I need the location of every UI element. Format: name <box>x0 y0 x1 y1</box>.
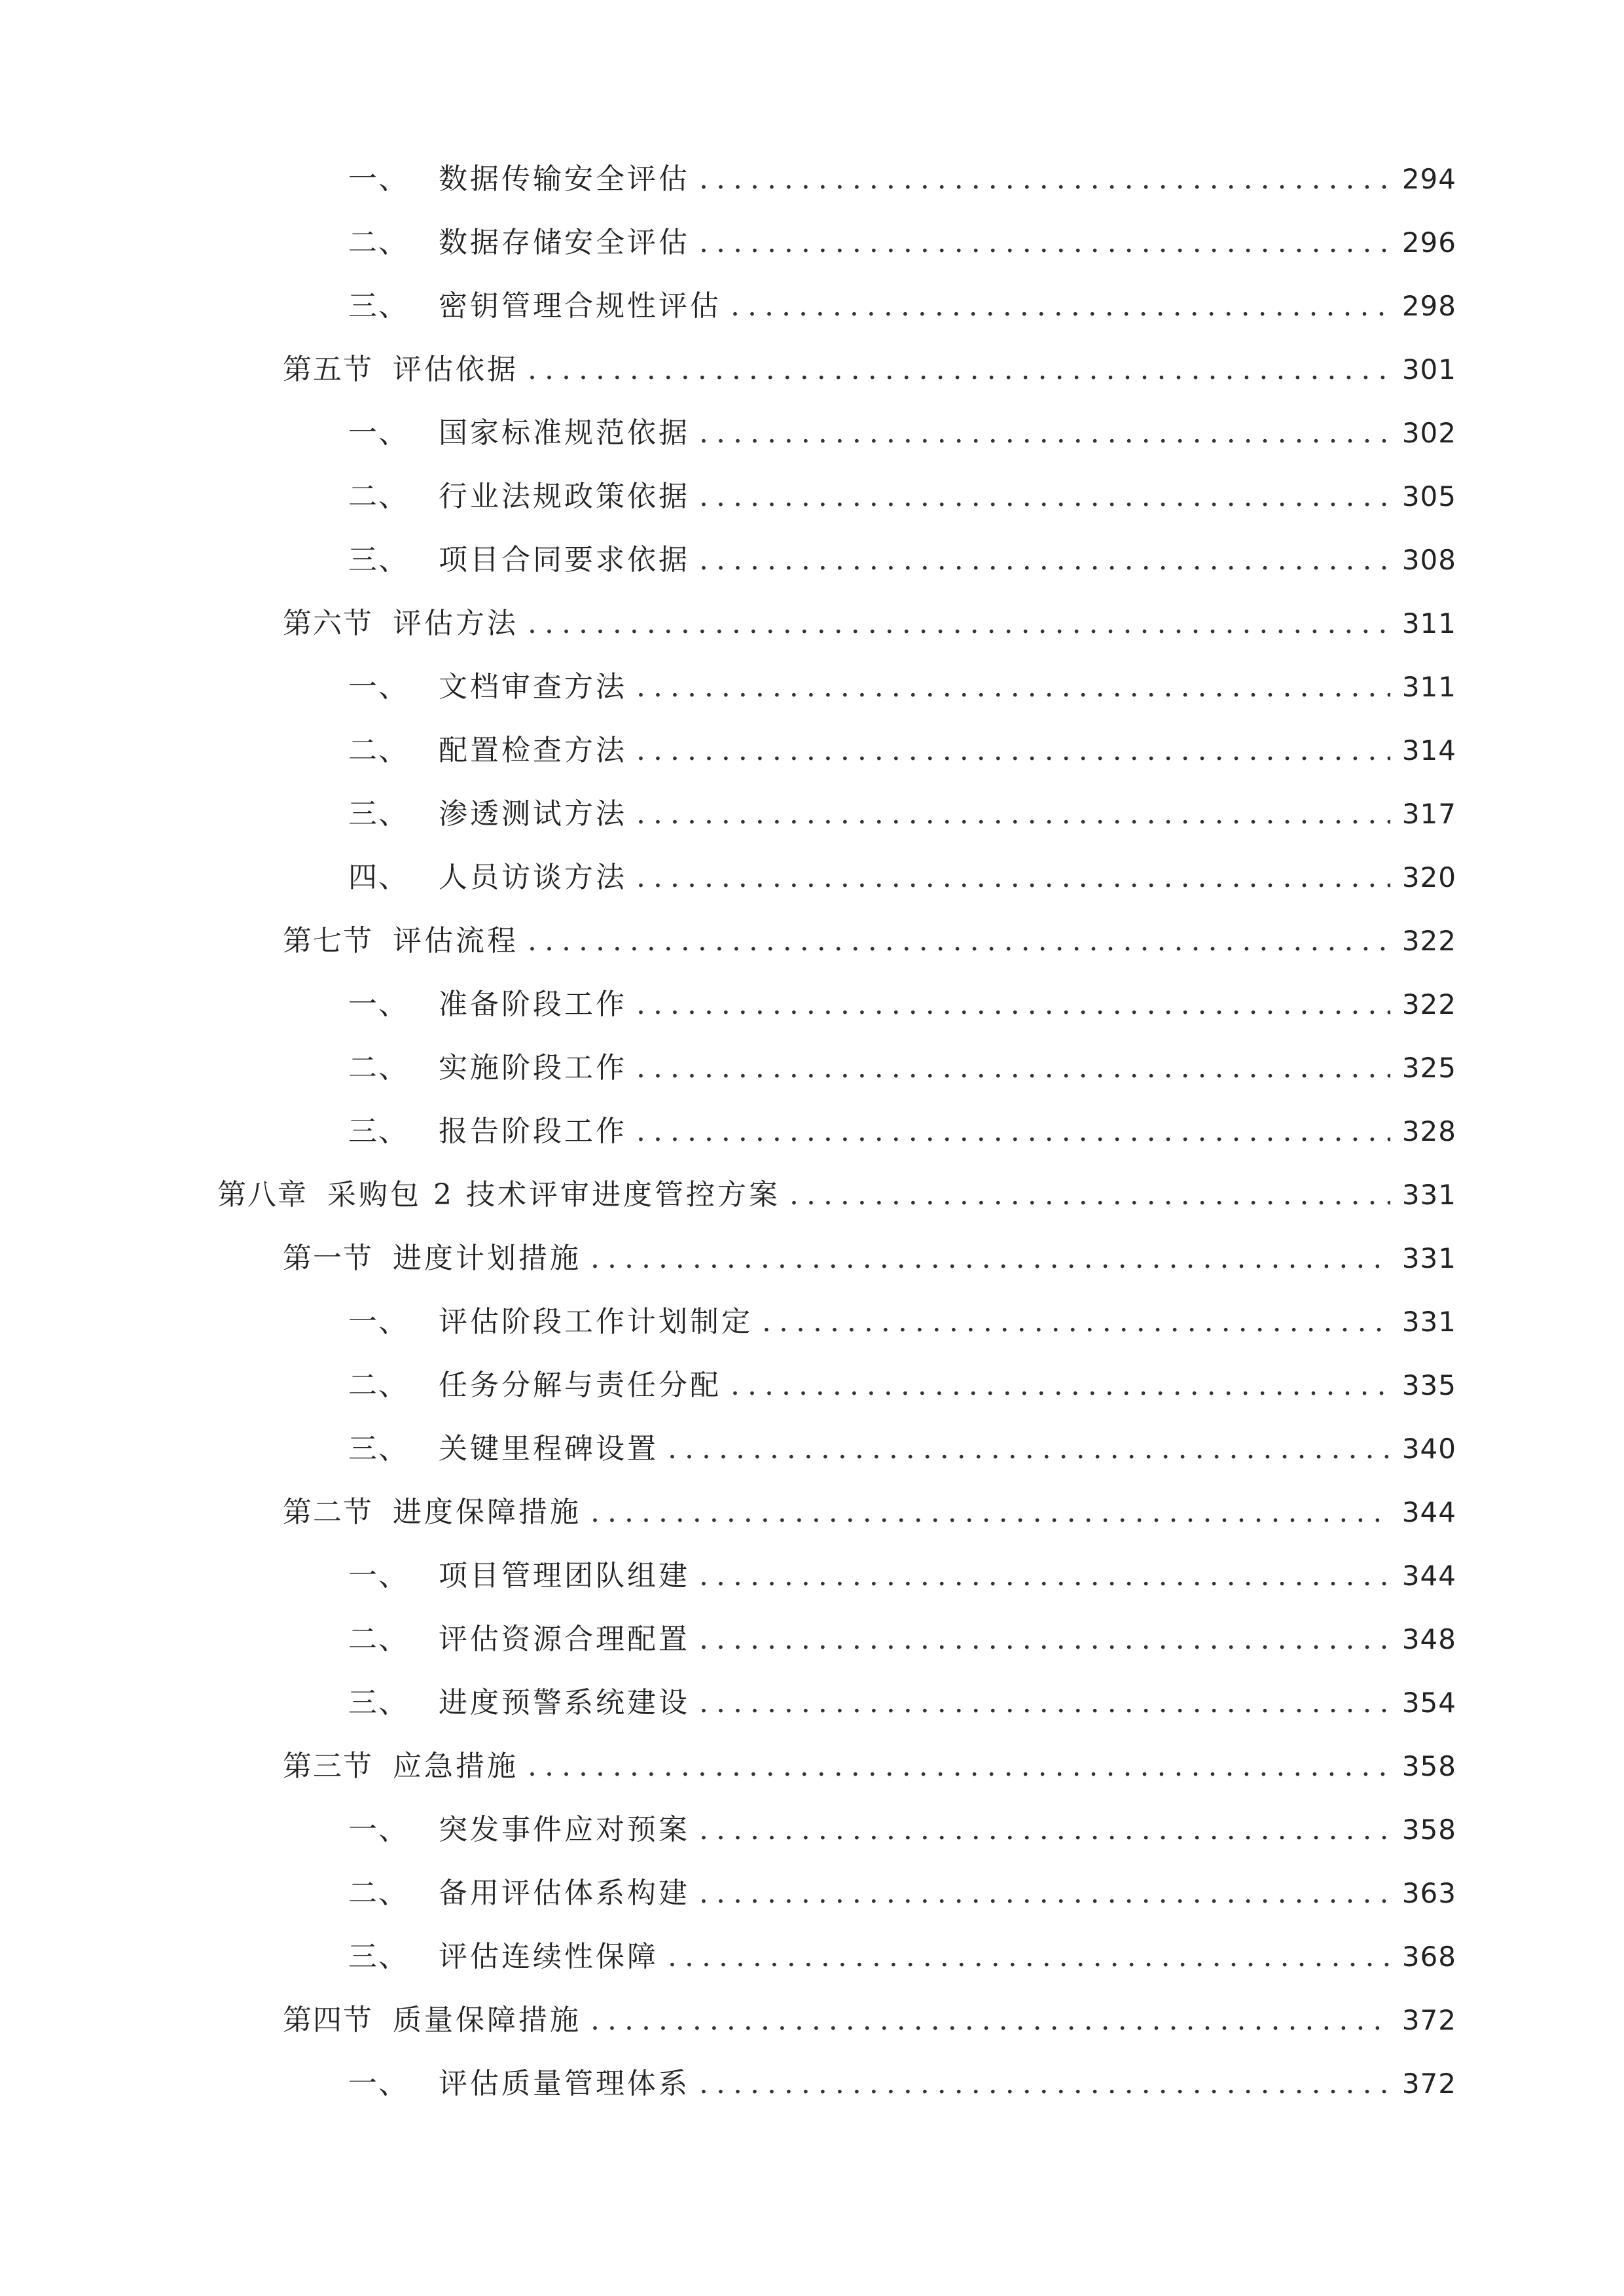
toc-entry[interactable] <box>0 1227 1624 1290</box>
toc-entry[interactable] <box>0 147 1624 211</box>
toc-entry-title: 评估方法 <box>393 607 518 640</box>
toc-entry-number: 第八章 <box>217 1178 308 1211</box>
dot-leader <box>699 1544 1390 1607</box>
toc-entry-number: 三、 <box>348 289 408 323</box>
toc-entry-page: 331 <box>1401 1306 1456 1338</box>
dot-leader <box>636 782 1390 846</box>
toc-entry-page: 317 <box>1401 798 1456 830</box>
toc-entry-page: 354 <box>1401 1687 1456 1719</box>
dot-leader <box>668 1417 1390 1480</box>
toc-entry-number: 二、 <box>348 734 408 767</box>
toc-entry-page: 331 <box>1401 1179 1456 1211</box>
toc-entry[interactable] <box>0 1163 1624 1227</box>
toc-entry-title: 进度预警系统建设 <box>439 1686 690 1719</box>
toc-entry-page: 328 <box>1401 1115 1456 1147</box>
toc-entry[interactable] <box>0 1354 1624 1417</box>
toc-entry-number: 二、 <box>348 480 408 513</box>
toc-entry-title: 行业法规政策依据 <box>439 480 690 513</box>
dot-leader <box>636 655 1390 719</box>
toc-entry-number: 三、 <box>348 1940 408 1973</box>
toc-entry-number: 二、 <box>348 1876 408 1910</box>
toc-entry-page: 344 <box>1401 1496 1456 1528</box>
toc-entry-title: 项目合同要求依据 <box>439 543 690 577</box>
toc-entry-page: 331 <box>1401 1242 1456 1274</box>
toc-entry-page: 363 <box>1401 1877 1456 1909</box>
toc-entry-title: 文档审查方法 <box>439 670 627 704</box>
toc-entry[interactable] <box>0 719 1624 782</box>
toc-entry-number: 一、 <box>348 670 408 704</box>
toc-entry-page: 322 <box>1401 925 1456 957</box>
toc-entry-page: 294 <box>1401 163 1456 195</box>
toc-entry-page: 368 <box>1401 1941 1456 1973</box>
toc-entry[interactable] <box>0 1036 1624 1100</box>
toc-entry-page: 308 <box>1401 544 1456 576</box>
toc-entry[interactable] <box>0 1544 1624 1607</box>
dot-leader <box>590 1227 1390 1290</box>
toc-entry[interactable] <box>0 782 1624 846</box>
toc-entry-number: 三、 <box>348 1115 408 1148</box>
toc-entry-number: 第二节 <box>283 1496 373 1529</box>
dot-leader <box>699 1671 1390 1734</box>
dot-leader <box>699 1607 1390 1671</box>
toc-entry-number: 二、 <box>348 1623 408 1656</box>
toc-entry-title: 评估依据 <box>393 353 518 386</box>
dot-leader <box>636 1100 1390 1163</box>
toc-entry[interactable] <box>0 1734 1624 1798</box>
toc-entry[interactable] <box>0 1988 1624 2052</box>
toc-entry-title: 项目管理团队组建 <box>439 1559 690 1592</box>
toc-entry-number: 一、 <box>348 2067 408 2100</box>
toc-entry-title: 评估质量管理体系 <box>439 2067 690 2100</box>
toc-entry-number: 第三节 <box>283 1749 373 1783</box>
dot-leader <box>699 1798 1390 1861</box>
toc-entry[interactable] <box>0 973 1624 1036</box>
toc-entry-page: 296 <box>1401 226 1456 259</box>
dot-leader <box>528 338 1390 401</box>
toc-entry[interactable] <box>0 655 1624 719</box>
toc-entry-number: 二、 <box>348 1369 408 1402</box>
dot-leader <box>699 147 1390 211</box>
toc-entry-number: 一、 <box>348 1559 408 1592</box>
toc-entry[interactable] <box>0 274 1624 338</box>
toc-entry-number: 三、 <box>348 797 408 831</box>
dot-leader <box>590 1988 1390 2052</box>
toc-entry-title: 数据存储安全评估 <box>439 226 690 259</box>
dot-leader <box>528 592 1390 655</box>
dot-leader <box>789 1163 1390 1227</box>
toc-entry-title: 实施阶段工作 <box>439 1051 627 1085</box>
toc-entry[interactable] <box>0 338 1624 401</box>
toc-entry-number: 一、 <box>348 1305 408 1338</box>
toc-entry-page: 344 <box>1401 1560 1456 1592</box>
dot-leader <box>731 1354 1390 1417</box>
toc-entry-number: 一、 <box>348 416 408 450</box>
dot-leader <box>590 1480 1390 1544</box>
toc-entry-number: 三、 <box>348 543 408 577</box>
toc-entry-number: 第七节 <box>283 924 373 958</box>
toc-entry-title: 准备阶段工作 <box>439 988 627 1021</box>
toc-entry-title: 密钥管理合规性评估 <box>439 289 721 323</box>
toc-entry-page: 311 <box>1401 671 1456 703</box>
toc-entry[interactable] <box>0 846 1624 909</box>
dot-leader <box>699 465 1390 528</box>
toc-entry-title: 进度计划措施 <box>393 1242 581 1275</box>
dot-leader <box>699 2052 1390 2115</box>
toc-entry-title: 评估连续性保障 <box>439 1940 659 1973</box>
toc-entry-title: 评估流程 <box>393 924 518 958</box>
toc-entry-page: 325 <box>1401 1052 1456 1084</box>
toc-entry-number: 第四节 <box>283 2003 373 2037</box>
toc-entry-page: 320 <box>1401 861 1456 893</box>
toc-entry-title: 报告阶段工作 <box>439 1115 627 1148</box>
toc-entry-title: 备用评估体系构建 <box>439 1876 690 1910</box>
toc-entry-title: 进度保障措施 <box>393 1496 581 1529</box>
dot-leader <box>636 1036 1390 1100</box>
toc-entry-page: 358 <box>1401 1750 1456 1782</box>
toc-entry[interactable] <box>0 1861 1624 1925</box>
toc-entry-number: 第六节 <box>283 607 373 640</box>
dot-leader <box>668 1925 1390 1988</box>
toc-entry-title: 人员访谈方法 <box>439 861 627 894</box>
toc-entry-page: 358 <box>1401 1814 1456 1846</box>
toc-entry-page: 348 <box>1401 1623 1456 1655</box>
toc-entry[interactable] <box>0 401 1624 465</box>
toc-entry[interactable] <box>0 2052 1624 2115</box>
toc-entry[interactable] <box>0 1290 1624 1354</box>
toc-entry-title: 数据传输安全评估 <box>439 162 690 196</box>
dot-leader <box>636 846 1390 909</box>
toc-entry-page: 335 <box>1401 1369 1456 1401</box>
toc-entry-number: 一、 <box>348 162 408 196</box>
toc-entry-title: 评估阶段工作计划制定 <box>439 1305 753 1338</box>
toc-entry-number: 四、 <box>348 861 408 894</box>
toc-entry[interactable] <box>0 465 1624 528</box>
toc-entry[interactable] <box>0 528 1624 592</box>
toc-entry-number: 三、 <box>348 1686 408 1719</box>
dot-leader <box>762 1290 1390 1354</box>
dot-leader <box>731 274 1390 338</box>
toc-entry-page: 314 <box>1401 734 1456 766</box>
toc-entry-number: 一、 <box>348 988 408 1021</box>
toc-entry-page: 372 <box>1401 2004 1456 2036</box>
toc-entry[interactable] <box>0 909 1624 973</box>
toc-entry-page: 372 <box>1401 2068 1456 2100</box>
toc-entry-title: 配置检查方法 <box>439 734 627 767</box>
toc-entry-number: 二、 <box>348 226 408 259</box>
dot-leader <box>699 401 1390 465</box>
dot-leader <box>636 973 1390 1036</box>
toc-entry-number: 三、 <box>348 1432 408 1465</box>
toc-entry-page: 301 <box>1401 353 1456 386</box>
toc-entry[interactable] <box>0 1925 1624 1988</box>
toc-entry-title: 质量保障措施 <box>393 2003 581 2037</box>
toc-entry-title: 关键里程碑设置 <box>439 1432 659 1465</box>
toc-entry-page: 305 <box>1401 480 1456 512</box>
toc-entry-title: 应急措施 <box>393 1749 518 1783</box>
toc-entry[interactable] <box>0 1671 1624 1734</box>
toc-entry[interactable] <box>0 1607 1624 1671</box>
toc-entry[interactable] <box>0 1798 1624 1861</box>
dot-leader <box>528 1734 1390 1798</box>
toc-entry[interactable] <box>0 1417 1624 1480</box>
dot-leader <box>699 211 1390 274</box>
dot-leader <box>699 528 1390 592</box>
toc-entry-number: 第一节 <box>283 1242 373 1275</box>
toc-entry-page: 302 <box>1401 417 1456 449</box>
toc-entry-title: 突发事件应对预案 <box>439 1813 690 1846</box>
dot-leader <box>699 1861 1390 1925</box>
toc-entry-number: 二、 <box>348 1051 408 1085</box>
toc-entry[interactable] <box>0 1480 1624 1544</box>
toc-entry-number: 第五节 <box>283 353 373 386</box>
toc-entry-page: 311 <box>1401 607 1456 639</box>
toc-entry-title: 采购包 2 技术评审进度管控方案 <box>327 1178 780 1211</box>
dot-leader <box>528 909 1390 973</box>
toc-entry[interactable] <box>0 211 1624 274</box>
toc-entry-title: 评估资源合理配置 <box>439 1623 690 1656</box>
toc-entry-title: 任务分解与责任分配 <box>439 1369 721 1402</box>
toc-entry-title: 渗透测试方法 <box>439 797 627 831</box>
toc-entry-page: 322 <box>1401 988 1456 1020</box>
toc-entry-page: 298 <box>1401 290 1456 322</box>
toc-entry[interactable] <box>0 592 1624 655</box>
toc-entry[interactable] <box>0 1100 1624 1163</box>
toc-entry-page: 340 <box>1401 1433 1456 1465</box>
dot-leader <box>636 719 1390 782</box>
toc-entry-number: 一、 <box>348 1813 408 1846</box>
toc-entry-title: 国家标准规范依据 <box>439 416 690 450</box>
table-of-contents <box>0 147 1624 2115</box>
